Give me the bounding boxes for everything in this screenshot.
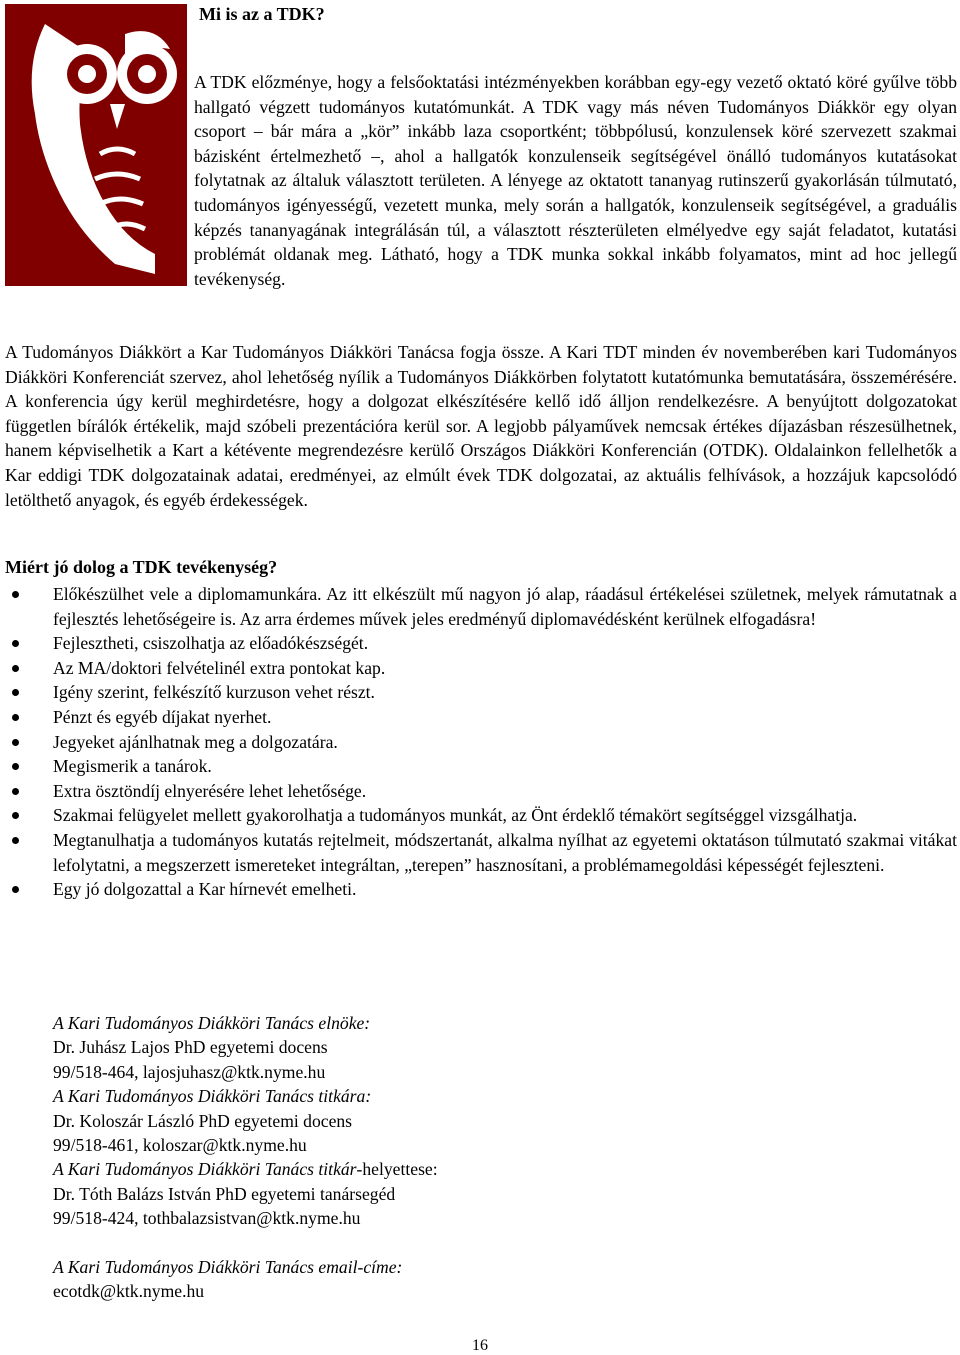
bullet-icon <box>12 689 19 696</box>
tdt-paragraph: A Tudományos Diákkört a Kar Tudományos Diákköri Tanácsa fogja össze. A Kari TDT minden év novemberében kari Tudományos Diákköri Konferenciát szervez, ahol lehetőség nyílik a Tudományos Diákkörben folytatott kutatómunka bemutatására, összemérésére. A konferencia úgy kerül meghirdetésre, hogy a dolgozat elkészítésére kellő idő álljon rendelkezésre. A benyújtott dolgozatokat független bírálók értékelik, majd szóbeli prezentációra kerül sor. A legjobb pályaművek nemcsak értékes díjazásban részesülhetnek, hanem képviselhetik a Kart a kétévente megrendezésre kerülő Országos Diákköri Konferencián (OTDK). Oldalainkon fellelhetők a Kar eddigi TDK dolgozatainak adatai, eredményei, az elmúlt évek TDK dolgozatai, az aktuális felhívások, a hozzájuk kapcsolódó letölthető anyagok, és egyéb érdekességek. <box>5 342 957 510</box>
chair-title: A Kari Tudományos Diákköri Tanács elnöke: <box>53 1013 371 1033</box>
bullet-icon <box>12 886 19 893</box>
list-item: Előkészülhet vele a diplomamunkára. Az itt elkészült mű nagyon jó alap, ráadásul értékelései születnek, melyek rámutatnak a fejlesztés lehetőségeire is. Az arra érdemes művek jeles eredményű diplomavédésként kerülnek elfogadásra! <box>5 582 957 631</box>
list-item: Megtanulhatja a tudományos kutatás rejtelmeit, módszertanát, alkalma nyílhat az egyetemi oktatáson túlmutató szakmai vitákat lefolytatni, a megszerzett ismereteket integráltan, „terepen” hasznosítani, a problémamegoldási képességét fejleszteni. <box>5 828 957 877</box>
list-item: Az MA/doktori felvételinél extra pontokat kap. <box>5 656 957 681</box>
chair-contact: 99/518-464, lajosjuhasz@ktk.nyme.hu <box>53 1061 326 1082</box>
bullet-icon <box>12 812 19 819</box>
list-item: Jegyeket ajánlhatnak meg a dolgozatára. <box>5 730 957 755</box>
chair-name: Dr. Juhász Lajos PhD egyetemi docens <box>53 1037 328 1058</box>
deputy-name: Dr. Tóth Balázs István PhD egyetemi tanársegéd <box>53 1183 396 1204</box>
list-item: Fejlesztheti, csiszolhatja az előadókészségét. <box>5 631 957 656</box>
secretary-name: Dr. Koloszár László PhD egyetemi docens <box>53 1110 353 1131</box>
secretary-title: A Kari Tudományos Diákköri Tanács titkára: <box>53 1086 372 1107</box>
bullet-icon <box>12 739 19 746</box>
bullet-icon <box>12 665 19 672</box>
bullet-icon <box>12 788 19 795</box>
page-heading: Mi is az a TDK? <box>199 4 325 24</box>
bullet-icon <box>12 837 19 844</box>
list-item: Pénzt és egyéb díjakat nyerhet. <box>5 705 957 730</box>
intro-paragraph: A TDK előzménye, hogy a felsőoktatási intézményekben korábban egy-egy vezető oktató köré gyűlve több hallgató végzett tudományos kutatómunkát. A TDK vagy más néven Tudományos Diákkör egy olyan csoport – bár mára a „kör” inkább laza csoportként; többpólusú, konzulensek köré szervezett szakmai bázisként értelmezhető –, ahol a hallgatók konzulenseik segítségével önálló tudományos kutatásokat folytatnak az általuk választott területen. A lényege az oktatott tananyag rutinszerű gyakorlásán túlmutató, tudományos igényességű, vezetett munka, mely során a hallgatók, konzulenseik segítségével, a graduális képzés tananyagának integrálásán túl, a választott részterületen elmélyedve egy saját feladatot, kutatási problémát oldanak meg. Látható, hogy a TDK munka sokkal inkább folyamatos, mint ad hoc jellegű tevékenység. <box>194 72 957 289</box>
contacts-block <box>53 1013 753 1306</box>
list-item: Egy jó dolgozattal a Kar hírnevét emelheti. <box>5 877 957 902</box>
deputy-contact: 99/518-424, tothbalazsistvan@ktk.nyme.hu <box>53 1208 361 1229</box>
bullet-icon <box>12 714 19 721</box>
list-item: Extra ösztöndíj elnyerésére lehet lehetősége. <box>5 779 957 804</box>
list-item: Megismerik a tanárok. <box>5 754 957 779</box>
list-item: Szakmai felügyelet mellett gyakorolhatja a tudományos munkát, az Önt érdeklő témakört segítséggel vizsgálhatja. <box>5 803 957 828</box>
benefits-heading: Miért jó dolog a TDK tevékenység? <box>5 557 278 577</box>
bullet-icon <box>12 640 19 647</box>
benefits-list <box>5 582 957 902</box>
page-number: 16 <box>472 1337 488 1354</box>
bullet-icon <box>12 763 19 770</box>
bullet-icon <box>12 591 19 598</box>
intro-section <box>5 70 957 292</box>
email-address: ecotdk@ktk.nyme.hu <box>53 1281 205 1302</box>
list-item: Igény szerint, felkészítő kurzuson vehet részt. <box>5 680 957 705</box>
email-title: A Kari Tudományos Diákköri Tanács email-címe: <box>53 1256 403 1277</box>
secretary-contact: 99/518-461, koloszar@ktk.nyme.hu <box>53 1134 307 1155</box>
deputy-title: A Kari Tudományos Diákköri Tanács titkár-helyettese: <box>53 1159 438 1180</box>
